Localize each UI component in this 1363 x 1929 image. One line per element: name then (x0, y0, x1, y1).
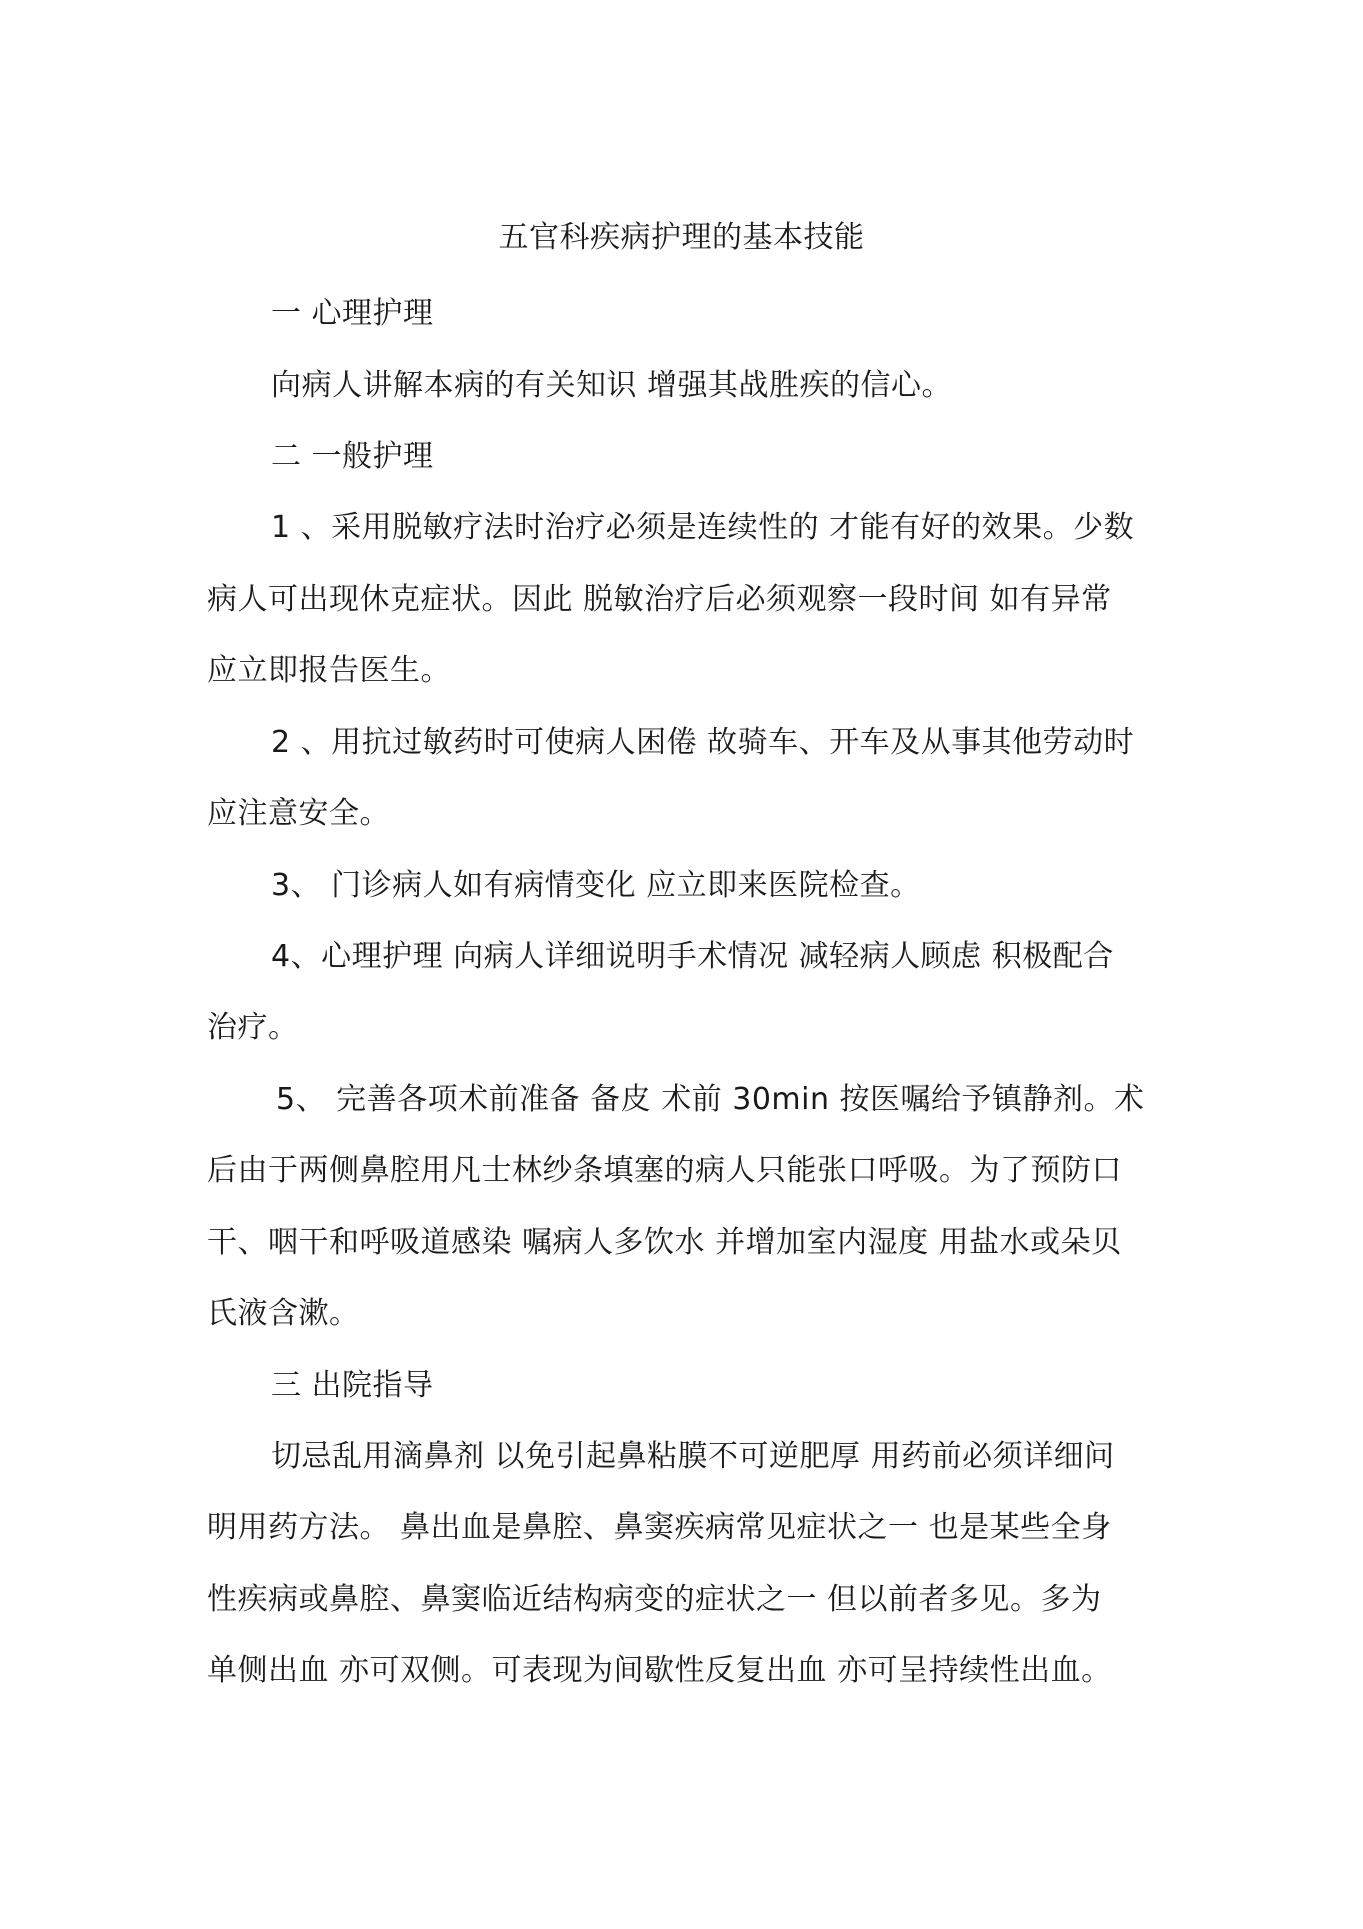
paragraph-line: 3、 门诊病人如有病情变化 应立即来医院检查。 (271, 868, 921, 903)
heading-psychological-care: 一 心理护理 (271, 296, 434, 331)
paragraph-line: 性疾病或鼻腔、鼻窦临近结构病变的症状之一 但以前者多见。多为 (207, 1582, 1102, 1617)
paragraph-line: 病人可出现休克症状。因此 脱敏治疗后必须观察一段时间 如有异常 (207, 582, 1112, 617)
document-title: 五官科疾病护理的基本技能 (498, 220, 865, 255)
paragraph-line: 应立即报告医生。 (207, 653, 451, 688)
paragraph-line: 单侧出血 亦可双侧。可表现为间歇性反复出血 亦可呈持续性出血。 (207, 1653, 1112, 1688)
paragraph-line: 向病人讲解本病的有关知识 增强其战胜疾的信心。 (271, 368, 953, 403)
paragraph-line: 5、 完善各项术前准备 备皮 术前 30min 按医嘱给予镇静剂。术 (276, 1082, 1145, 1117)
paragraph-line: 干、咽干和呼吸道感染 嘱病人多饮水 并增加室内湿度 用盐水或朵贝 (207, 1225, 1122, 1260)
heading-discharge-guidance: 三 出院指导 (271, 1368, 434, 1403)
paragraph-line: 明用药方法。 鼻出血是鼻腔、鼻窦疾病常见症状之一 也是某些全身 (207, 1510, 1112, 1545)
paragraph-line: 氏液含漱。 (207, 1296, 360, 1331)
paragraph-line: 2 、用抗过敏药时可使病人困倦 故骑车、开车及从事其他劳动时 (271, 725, 1135, 760)
paragraph-line: 治疗。 (207, 1010, 299, 1045)
paragraph-line: 应注意安全。 (207, 796, 390, 831)
paragraph-line: 4、心理护理 向病人详细说明手术情况 减轻病人顾虑 积极配合 (271, 939, 1114, 974)
paragraph-line: 1 、采用脱敏疗法时治疗必须是连续性的 才能有好的效果。少数 (271, 510, 1135, 545)
heading-general-care: 二 一般护理 (271, 439, 434, 474)
paragraph-line: 切忌乱用滴鼻剂 以免引起鼻粘膜不可逆肥厚 用药前必须详细问 (271, 1439, 1115, 1474)
paragraph-line: 后由于两侧鼻腔用凡士林纱条填塞的病人只能张口呼吸。为了预防口 (207, 1153, 1122, 1188)
